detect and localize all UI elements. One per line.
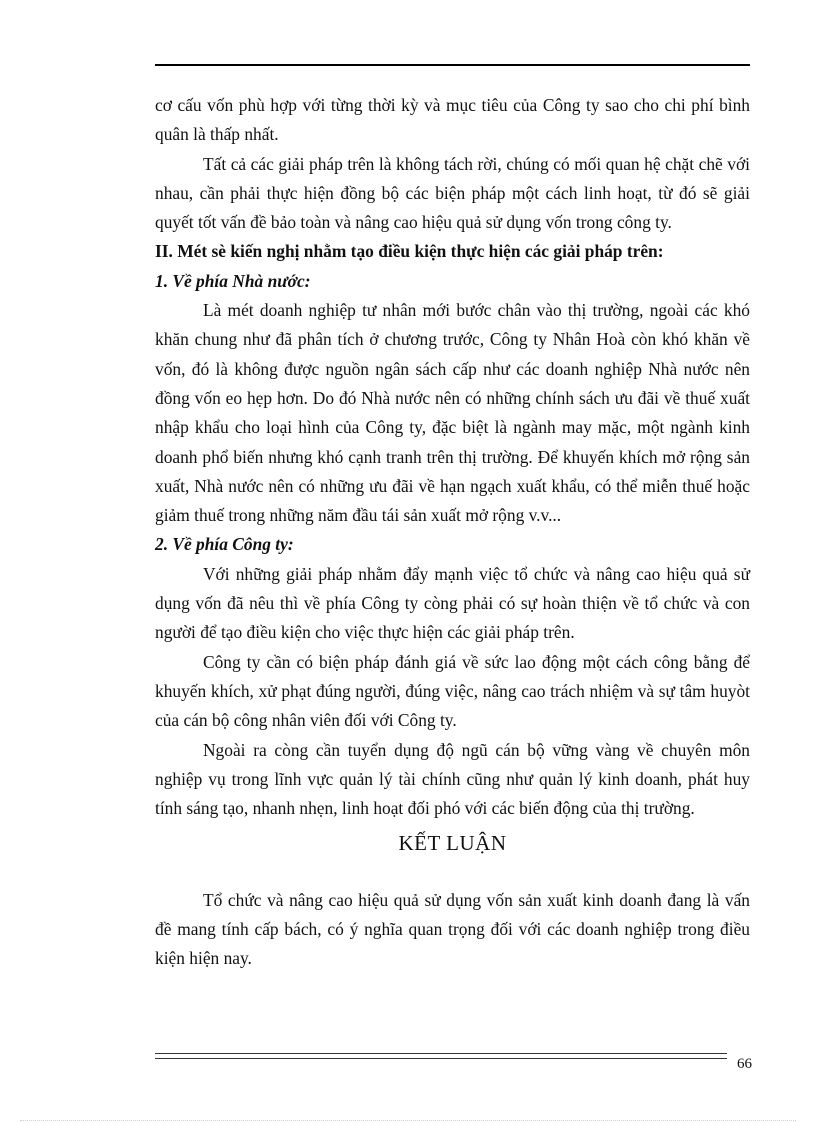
paragraph-state-recommendation: Là mét doanh nghiệp tư nhân mới bước chân vào thị trường, ngoài các khó khăn chung như đã phân tích ở chương trước, Công ty Nhân Hoà còn khó khăn về vốn, đó là không được nguồn ngân sách cấp như các doanh nghiệp Nhà nước nên đồng vốn eo hẹp hơn. Do đó Nhà nước nên có những chính sách ưu đãi về thuế xuất nhập khẩu cho loại hình của Công ty, đặc biệt là ngành may mặc, một ngành kinh doanh phổ biến nhưng khó cạnh tranh trên thị trường. Để khuyến khích mở rộng sản xuất, Nhà nước nên có những ưu đãi về hạn ngạch xuất khẩu, có thể miễn thuế hoặc giảm thuế trong những năm đầu tái sản xuất mở rộng v.v... bbox=[155, 300, 750, 526]
footer-rule bbox=[155, 1053, 727, 1059]
paragraph-company-recruitment: Ngoài ra còng cần tuyển dụng độ ngũ cán bộ vững vàng về chuyên môn nghiệp vụ trong lĩnh vực quản lý tài chính cũng như quản lý kinh doanh, phát huy tính sáng tạo, nhanh nhẹn, linh hoạt đối phó với các biến động của thị trường. bbox=[155, 739, 750, 819]
paragraph-company-evaluation: Công ty cần có biện pháp đánh giá về sức lao động một cách công bằng để khuyến khích, xử phạt đúng người, đúng việc, nâng cao trách nhiệm và sự tâm huyòt của cán bộ công nhân viên đối với Công ty. bbox=[155, 651, 750, 731]
page-edge-dotted-line bbox=[20, 1120, 796, 1121]
page-number: 66 bbox=[737, 1056, 752, 1072]
document-body bbox=[155, 91, 750, 974]
subsection-heading-state: 1. Về phía Nhà nước: bbox=[155, 270, 311, 291]
header-rule bbox=[155, 64, 750, 66]
subsection-heading-company: 2. Về phía Công ty: bbox=[155, 534, 294, 555]
paragraph-solutions-summary: Tất cả các giải pháp trên là không tách rời, chúng có mối quan hệ chặt chẽ với nhau, cần phải thực hiện đồng bộ các biện pháp một cách linh hoạt, từ đó sẽ giải quyết tốt vấn đề bảo toàn và nâng cao hiệu quả sử dụng vốn trong công ty. bbox=[155, 153, 750, 233]
conclusion-title: KẾT LUẬN bbox=[398, 831, 507, 856]
paragraph-company-organization: Với những giải pháp nhằm đẩy mạnh việc tổ chức và nâng cao hiệu quả sử dụng vốn đã nêu thì về phía Công ty còng phải có sự hoàn thiện về tổ chức và con người để tạo điều kiện cho việc thực hiện các giải pháp trên. bbox=[155, 563, 750, 643]
paragraph-conclusion: Tổ chức và nâng cao hiệu quả sử dụng vốn sản xuất kinh doanh đang là vấn đề mang tính cấp bách, có ý nghĩa quan trọng đối với các doanh nghiệp trong điều kiện hiện nay. bbox=[155, 889, 750, 969]
section-heading: II. Mét sè kiến nghị nhằm tạo điều kiện thực hiện các giải pháp trên: bbox=[155, 241, 664, 262]
paragraph-continuation: cơ cấu vốn phù hợp với từng thời kỳ và mục tiêu của Công ty sao cho chi phí bình quân là thấp nhất. bbox=[155, 95, 750, 145]
